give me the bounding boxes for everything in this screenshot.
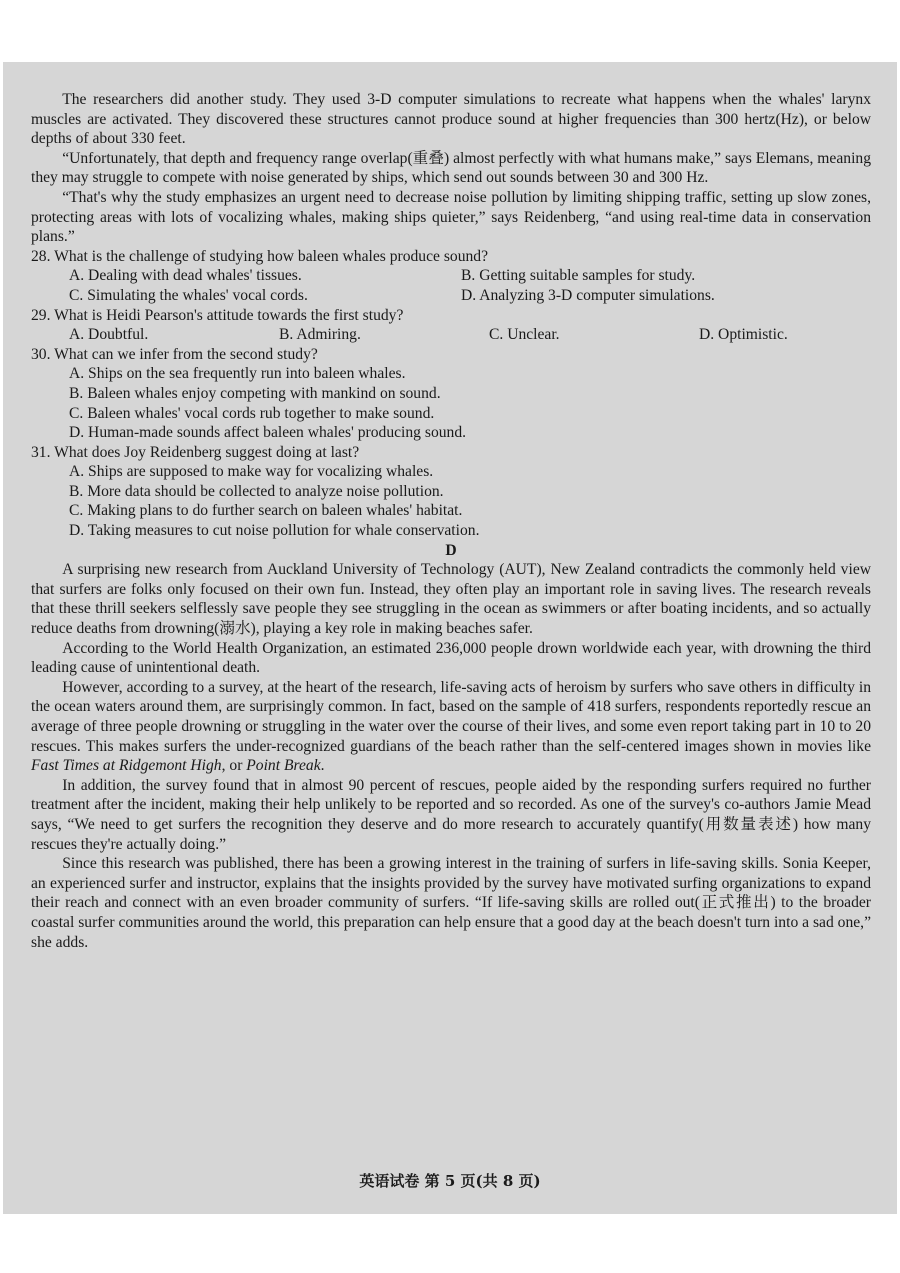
paragraph-text: , or — [221, 757, 247, 775]
option-a: A. Dealing with dead whales' tissues. — [69, 267, 302, 285]
question-30 — [31, 345, 871, 443]
option-b: B. Getting suitable samples for study. — [461, 267, 696, 285]
question-stem: 30. What can we infer from the second study? — [31, 345, 318, 363]
option-d: D. Human-made sounds affect baleen whales' producing sound. — [69, 424, 467, 442]
options — [31, 325, 871, 345]
passage-d-paragraph: In addition, the survey found that in almost 90 percent of rescues, people aided by the responding surfers required no further treatment after the incident, making their help unlikely to be reported and so recorded. As one of the survey's co-authors Jamie Mead says, “We need to get surfers the recognition they deserve and do more research to accurately quantify(用数量表述) how many rescues they're actually doing.” — [31, 776, 871, 853]
option-c: C. Making plans to do further search on baleen whales' habitat. — [69, 502, 463, 520]
option-a: A. Ships are supposed to make way for vocalizing whales. — [69, 463, 434, 481]
question-31 — [31, 443, 871, 541]
paragraph-text: . — [320, 757, 325, 775]
options — [31, 266, 871, 305]
question-stem: 31. What does Joy Reidenberg suggest doing at last? — [31, 443, 360, 461]
option-d: D. Optimistic. — [699, 326, 788, 344]
passage-c-paragraph: “Unfortunately, that depth and frequency range overlap(重叠) almost perfectly with what humans make,” says Elemans, meaning they may struggle to compete with noise generated by ships, which send out sounds between 30 and 300 Hz. — [31, 149, 871, 187]
option-c: C. Unclear. — [489, 326, 560, 344]
passage-c-paragraph: The researchers did another study. They used 3-D computer simulations to recreate what happens when the whales' larynx muscles are activated. They discovered these structures cannot produce sound at higher frequencies than 300 hertz(Hz), or below depths of about 330 feet. — [31, 91, 871, 148]
option-b: B. More data should be collected to analyze noise pollution. — [69, 482, 444, 500]
option-c: C. Simulating the whales' vocal cords. — [69, 286, 308, 304]
passage-d-paragraph — [31, 678, 871, 776]
page-content — [31, 90, 871, 952]
question-29 — [31, 306, 871, 345]
passage-d-paragraph: A surprising new research from Auckland University of Technology (AUT), New Zealand contradicts the commonly held view that surfers are folks only focused on their own fun. Instead, they often play an important role in saving lives. The research reveals that these thrill seekers selflessly save people they see struggling in the ocean as swimmers or after boating incidents, and so actually reduce deaths from drowning(溺水), playing a key role in making beaches safer. — [31, 561, 871, 638]
passage-d-paragraph: Since this research was published, there has been a growing interest in the training of surfers in life-saving skills. Sonia Keeper, an experienced surfer and instructor, explains that the insights provided by the survey have motivated surfing organizations to expand their reach and connect with an even broader community of surfers. “If life-saving skills are rolled out(正式推出) to the broader coastal surfer communities around the world, this preparation can help ensure that a good day at the beach doesn't turn into a sad one,” she adds. — [31, 855, 871, 951]
question-stem: 29. What is Heidi Pearson's attitude towards the first study? — [31, 306, 404, 324]
movie-title: Fast Times at Ridgemont High — [31, 757, 222, 775]
option-a: A. Ships on the sea frequently run into baleen whales. — [69, 365, 406, 383]
option-a: A. Doubtful. — [69, 326, 149, 344]
passage-c-paragraph: “That's why the study emphasizes an urgent need to decrease noise pollution by limiting shipping traffic, setting up slow zones, protecting areas with lots of vocalizing whales, making ships quieter,” says Reidenberg, “and using real-time data in conservation plans.” — [31, 188, 871, 246]
option-b: B. Admiring. — [279, 326, 361, 344]
section-heading: D — [445, 541, 457, 559]
movie-title: Point Break — [246, 757, 321, 775]
passage-d-paragraph: According to the World Health Organization, an estimated 236,000 people drown worldwide each year, with drowning the third leading cause of unintentional death. — [31, 639, 871, 677]
question-28 — [31, 247, 871, 306]
option-b: B. Baleen whales enjoy competing with mankind on sound. — [69, 384, 441, 402]
option-c: C. Baleen whales' vocal cords rub together to make sound. — [69, 404, 435, 422]
option-d: D. Taking measures to cut noise pollution for whale conservation. — [69, 522, 480, 540]
question-stem: 28. What is the challenge of studying how baleen whales produce sound? — [31, 247, 489, 265]
page-footer: 英语试卷 第 5 页(共 8 页) — [359, 1172, 541, 1190]
option-d: D. Analyzing 3-D computer simulations. — [461, 286, 715, 304]
exam-page — [3, 62, 897, 1214]
paragraph-text: However, according to a survey, at the heart of the research, life-saving acts of heroism by surfers who save others in difficulty in the ocean waters around them, are surprisingly common. In fact, based on the sample of 418 surfers, respondents reportedly rescue an average of three people drowning or struggling in the water over the course of their lives, and some even report taking part in 10 to 20 rescues. This makes surfers the under-recognized guardians of the beach rather than the self-centered images shown in movies like — [31, 678, 871, 755]
